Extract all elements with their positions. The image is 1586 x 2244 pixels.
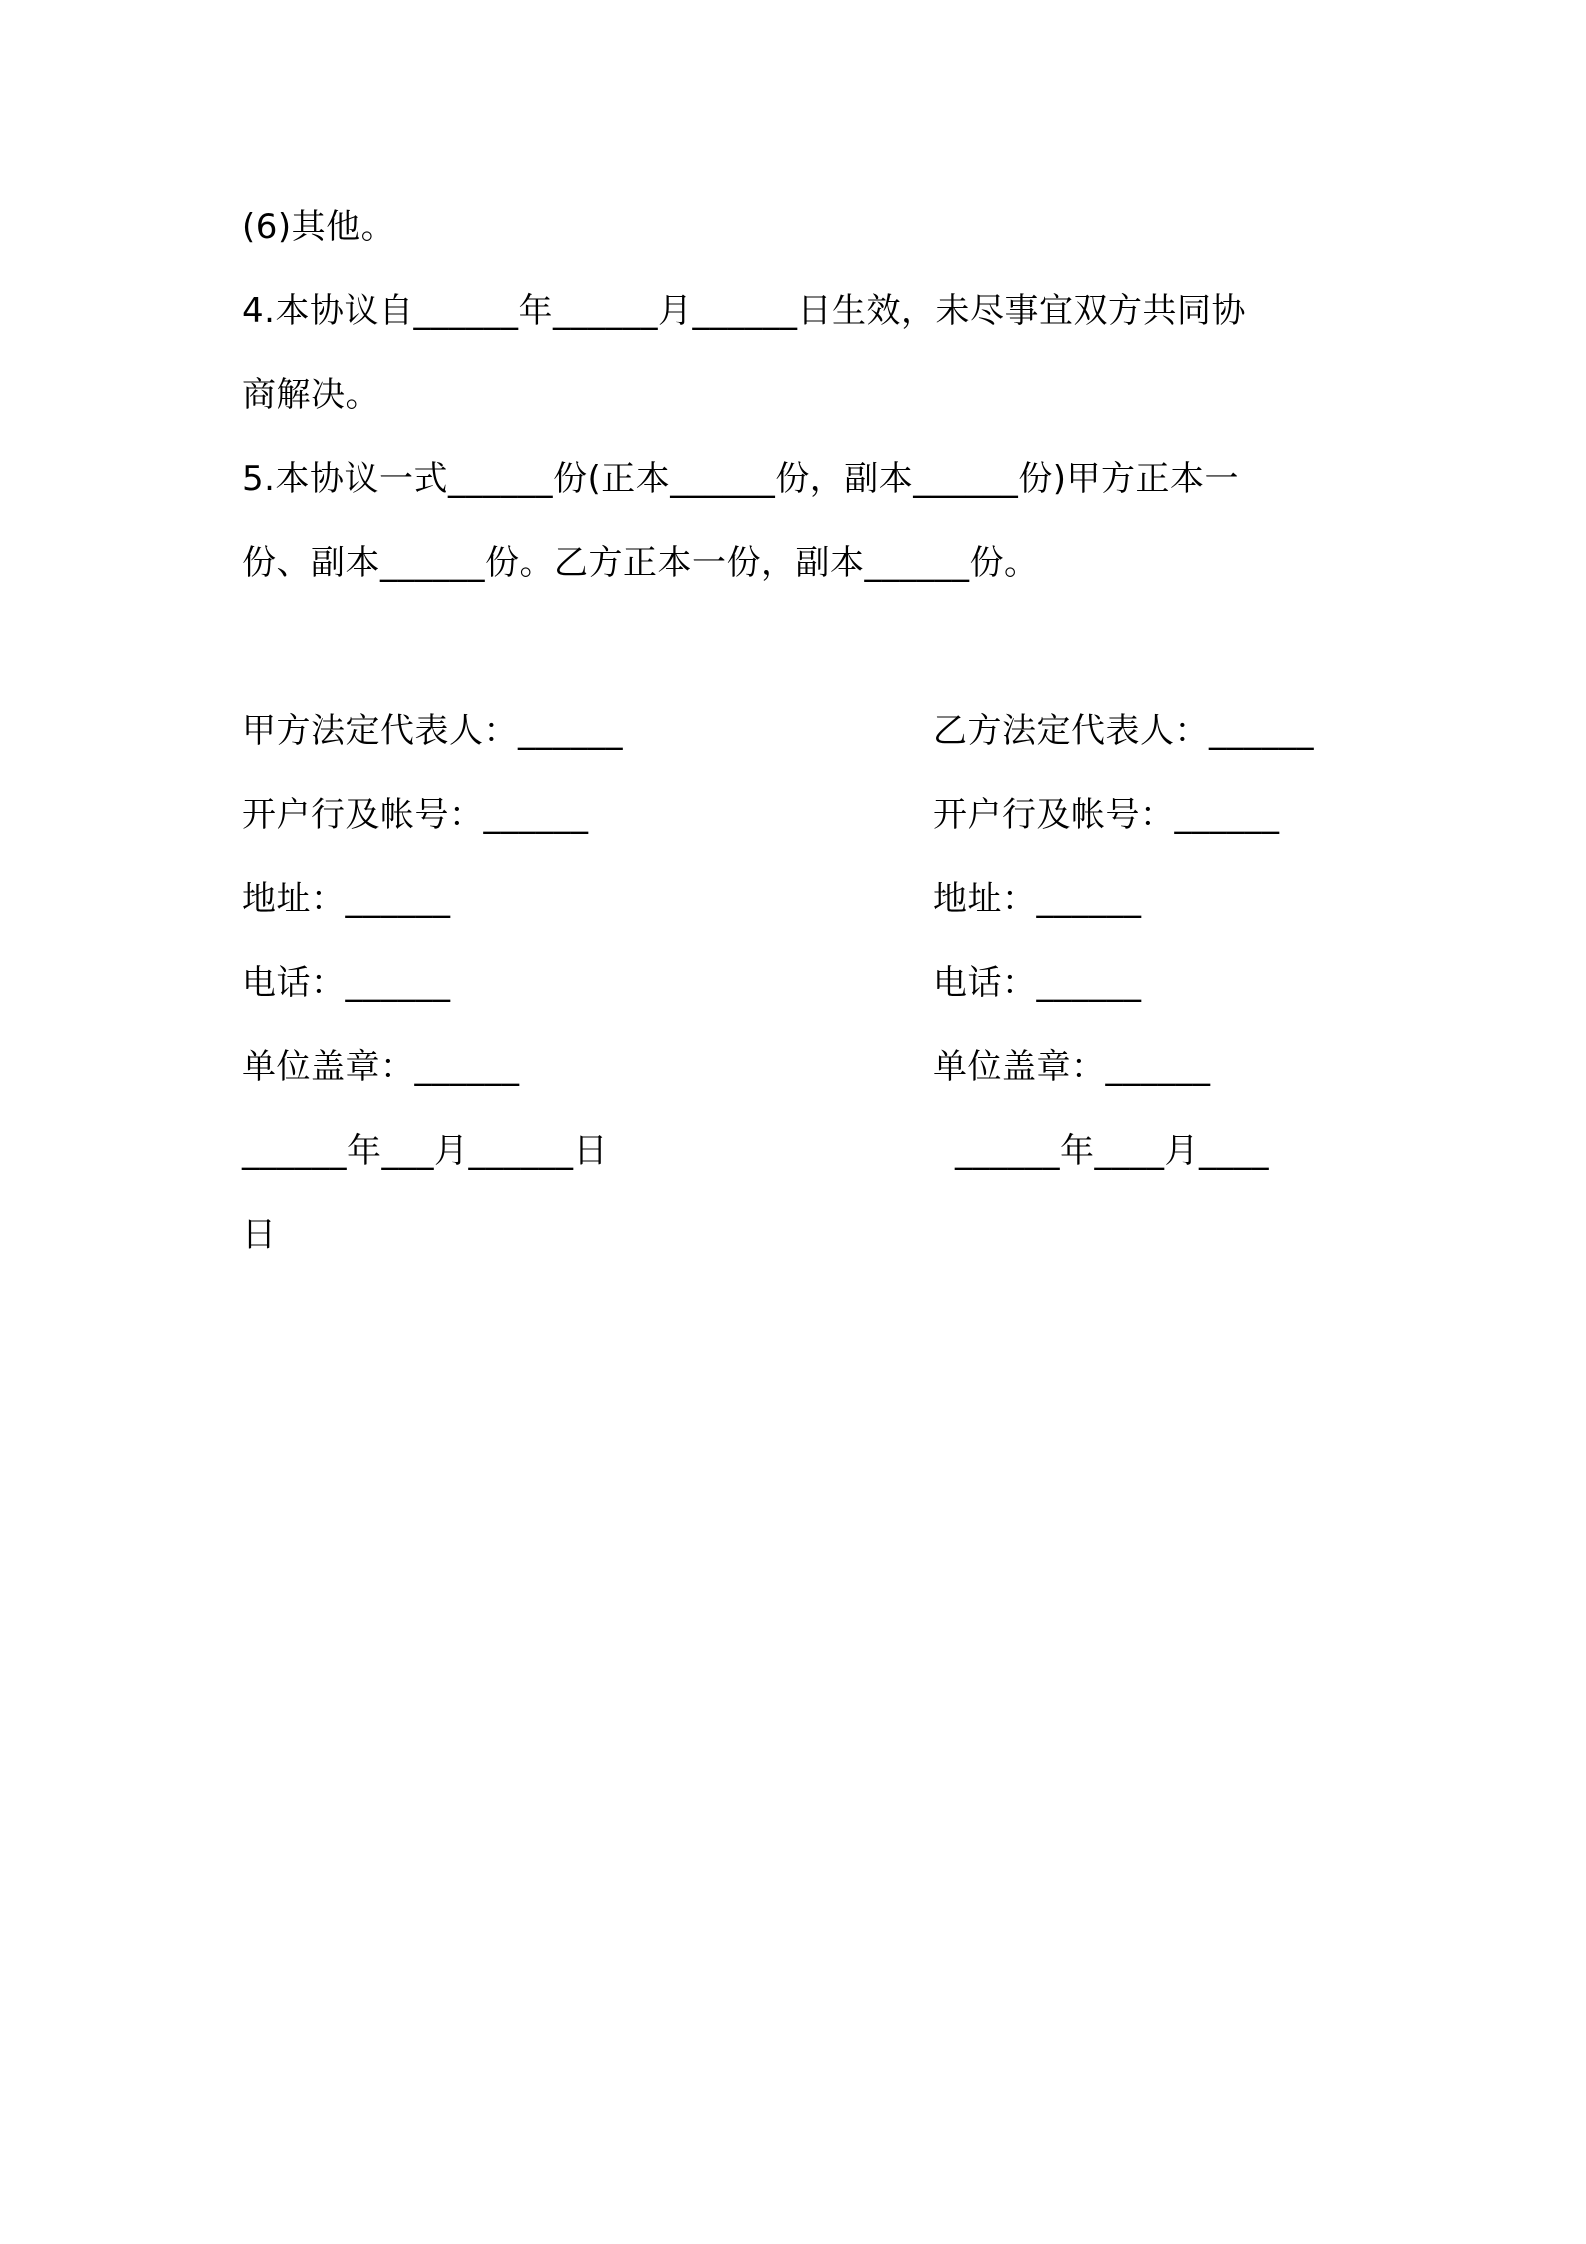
party-b-date: ______年____月____ xyxy=(955,1131,1269,1171)
party-a-phone: 电话：______ xyxy=(242,963,451,1003)
party-b-address: 地址：______ xyxy=(933,879,1142,919)
party-a-seal: 单位盖章：______ xyxy=(242,1047,520,1087)
party-b-legal-rep: 乙方法定代表人：______ xyxy=(933,711,1314,751)
party-a-bank-account: 开户行及帐号：______ xyxy=(242,795,589,835)
party-a-address: 地址：______ xyxy=(242,879,451,919)
party-a-legal-rep: 甲方法定代表人：______ xyxy=(242,711,623,751)
party-a-date: ______年___月______日 xyxy=(242,1131,608,1171)
party-a-date-continued: 日 xyxy=(242,1215,277,1255)
clause-4-line-1: 4.本协议自______年______月______日生效，未尽事宜双方共同协 xyxy=(242,291,1246,331)
party-b-bank-account: 开户行及帐号：______ xyxy=(933,795,1280,835)
clause-4-line-2: 商解决。 xyxy=(242,375,380,415)
clause-6-other: (6)其他。 xyxy=(242,207,396,247)
party-b-seal: 单位盖章：______ xyxy=(933,1047,1211,1087)
clause-5-line-1: 5.本协议一式______份(正本______份，副本______份)甲方正本一 xyxy=(242,459,1239,499)
clause-5-line-2: 份、副本______份。乙方正本一份，副本______份。 xyxy=(242,543,1039,583)
party-b-phone: 电话：______ xyxy=(933,963,1142,1003)
